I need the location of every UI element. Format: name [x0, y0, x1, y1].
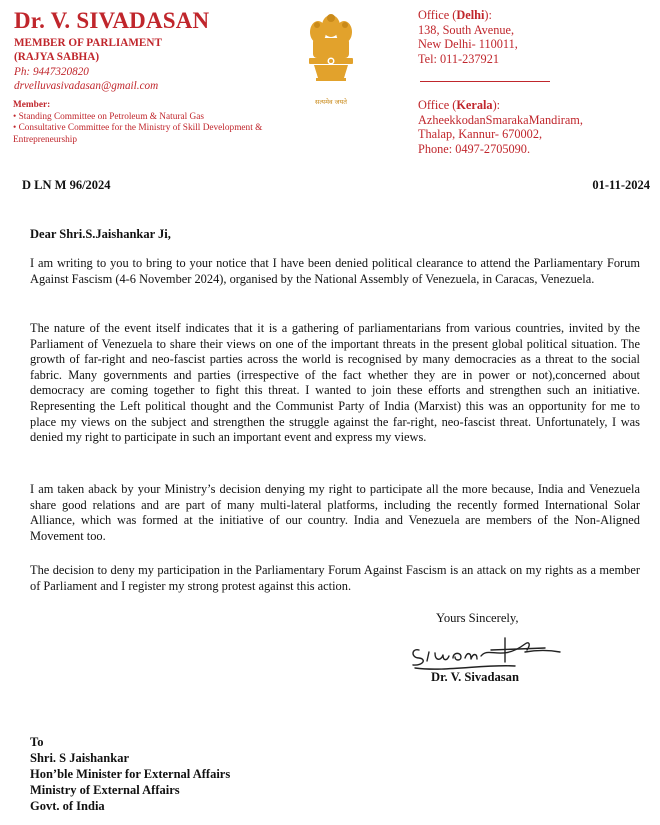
office-city: Kerala [456, 98, 493, 112]
recipient-ministry: Ministry of External Affairs [30, 783, 180, 797]
body-paragraph: The decision to deny my participation in the Parliamentary Forum Against Fascism is an attack on my rights as a member of Parliament and I register my strong protest against this action. [30, 563, 640, 593]
letter-date: 01-11-2024 [592, 178, 650, 192]
closing-phrase: Yours Sincerely, [436, 611, 519, 625]
to-label: To [30, 735, 44, 749]
office-label-suffix: ): [484, 8, 492, 22]
national-emblem [300, 8, 362, 108]
emblem-motto: सत्यमेव जयते [315, 98, 347, 106]
recipient-government: Govt. of India [30, 799, 105, 813]
office-label-suffix: ): [492, 98, 501, 112]
committee-membership [13, 100, 263, 146]
office-address-line: New Delhi- 110011, [418, 37, 518, 52]
office-divider [420, 81, 550, 82]
body-paragraph: I am writing to you to bring to your notice that I have been denied political clearance to attend the Parliamentary Forum Against Fascism (4-6 November 2024), organised by the National Assembly of Venezuela, in Caracas, Venezuela. [30, 256, 640, 286]
sender-title: MEMBER OF PARLIAMENT [14, 37, 162, 49]
lion-capital-icon [300, 8, 362, 108]
office-kerala [418, 98, 583, 156]
recipient-address [30, 734, 230, 814]
reference-number: D LN M 96/2024 [22, 178, 111, 192]
office-city: Delhi [456, 8, 485, 22]
committee-item: • Standing Committee on Petroleum & Natural Gas [13, 111, 204, 122]
handwritten-signature-icon [405, 628, 565, 673]
office-kerala-label [418, 98, 583, 113]
sender-email: drvelluvasivadasan@gmail.com [14, 80, 159, 92]
office-delhi [418, 8, 518, 66]
body-paragraph: The nature of the event itself indicates that it is a gathering of parliamentarians from various countries, invited by the Parliament of Venezuela to share their views on one of the important threats in the present global political situation. The growth of far-right and neo-fascist parties across the world is recognised by many democracies as a threat to the social fabric. Many governments and parties (irrespective of the fact whether they are in power or not),concerned about democracy are coming together to fight this threat. I wanted to join these efforts and strengthen such an initiative. Representing the Left political thought and the Communist Party of India (Marxist) this was an opportunity for me to place my views on the subject and strengthen the struggle against the far-right, neo-fascist threat. Unfortunately, I was denied my right to participate in such an important event and express my views. [30, 321, 640, 445]
signatory-name: Dr. V. Sivadasan [431, 670, 519, 684]
salutation: Dear Shri.S.Jaishankar Ji, [30, 227, 171, 241]
recipient-name: Shri. S Jaishankar [30, 751, 129, 765]
body-paragraph: I am taken aback by your Ministry’s decision denying my right to participate all the more because, India and Venezuela share good relations and are part of many multi-lateral platforms, including the recently formed International Solar Alliance, which was formed at the initiative of our country. India and Venezuela are members of the Non-Aligned Movement too. [30, 482, 640, 543]
sender-house: (RAJYA SABHA) [14, 51, 100, 63]
office-phone: Tel: 011-237921 [418, 51, 499, 66]
office-address-line: 138, South Avenue, [418, 22, 515, 37]
sender-phone: Ph: 9447320820 [14, 66, 89, 78]
office-label-prefix: Office ( [418, 98, 457, 112]
sender-name: Dr. V. SIVADASAN [14, 8, 210, 33]
signature [405, 628, 565, 673]
office-delhi-label [418, 8, 518, 23]
office-label-prefix: Office ( [418, 8, 457, 22]
office-phone: Phone: 0497-2705090. [418, 141, 531, 156]
committee-item: • Consultative Committee for the Ministry of Skill Development & Entrepreneurship [13, 123, 263, 145]
member-label: Member: [13, 100, 51, 110]
office-address-line: Thalap, Kannur- 670002, [418, 127, 543, 142]
recipient-designation: Hon’ble Minister for External Affairs [30, 767, 231, 781]
office-address-line: AzheekkodanSmarakaMandiram, [418, 112, 583, 127]
